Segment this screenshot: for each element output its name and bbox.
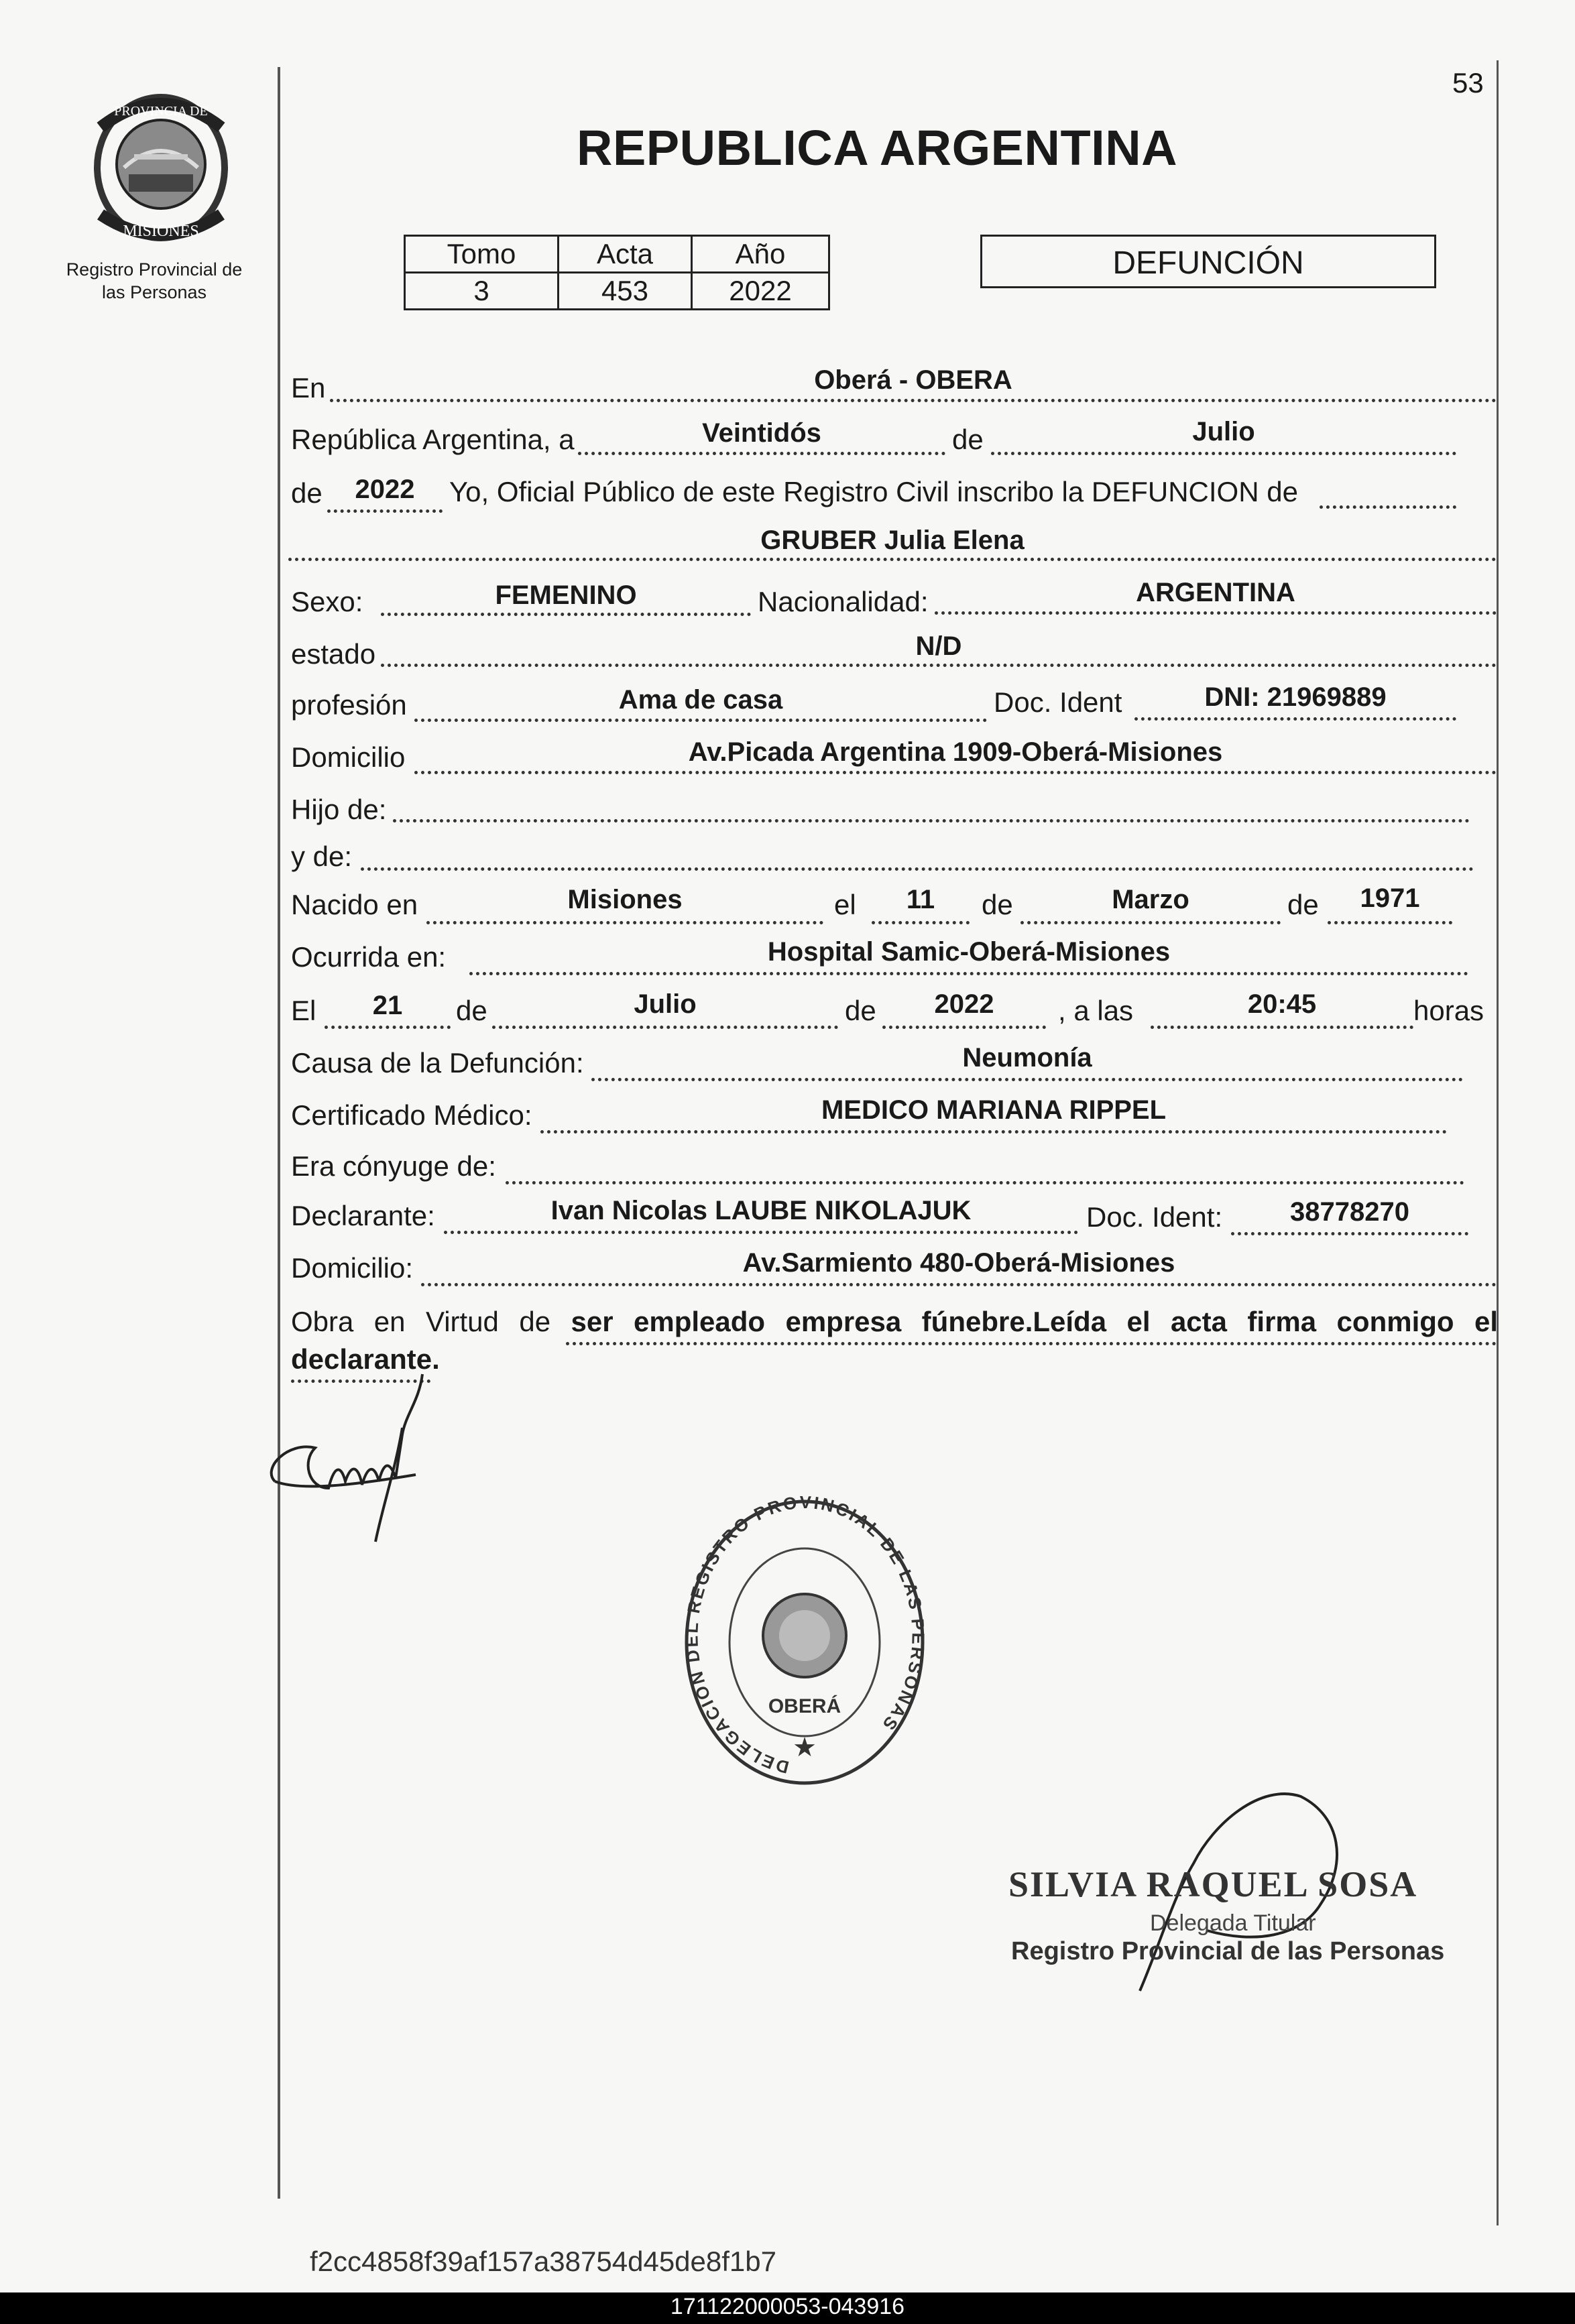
ocurrida-value: Hospital Samic-Oberá-Misiones: [767, 937, 1171, 967]
dia-value: Veintidós: [702, 418, 821, 448]
conyuge-label: Era cónyuge de:: [291, 1150, 496, 1182]
dec-domicilio-dots: [421, 1283, 1497, 1286]
domicilio-value: Av.Picada Argentina 1909-Oberá-Misiones: [688, 737, 1223, 767]
estado-value: N/D: [915, 631, 962, 661]
alas-label: , a las: [1058, 995, 1134, 1026]
left-margin-rule: [278, 67, 280, 2199]
en-label: En: [291, 372, 326, 404]
registry-value-row: [405, 273, 829, 310]
seal-star-icon: ★: [793, 1733, 817, 1762]
profesion-label: profesión: [291, 689, 407, 721]
declarante-dots: [444, 1231, 1078, 1234]
anio-dots: [327, 509, 443, 513]
dec-doc-value: 38778270: [1290, 1197, 1409, 1227]
registry-table: [404, 235, 830, 310]
official-org: Registro Provincial de las Personas: [1011, 1937, 1445, 1965]
def-el-label: El: [291, 995, 316, 1026]
domicilio-dots: [414, 771, 1497, 774]
registry-header-anio: Año: [692, 236, 829, 273]
nacionalidad-value: ARGENTINA: [1136, 578, 1295, 607]
nacionalidad-dots: [935, 611, 1497, 615]
inscribo-dots: [1320, 505, 1456, 509]
doc-value: DNI: 21969889: [1204, 682, 1387, 712]
hora-value: 20:45: [1247, 989, 1317, 1019]
logo-caption: [40, 258, 268, 304]
hijo-dots: [393, 819, 1470, 822]
dec-doc-dots: [1231, 1232, 1468, 1235]
hijo-label: Hijo de:: [291, 794, 387, 825]
logo-caption-line2: las Personas: [101, 282, 207, 302]
def-mes-value: Julio: [634, 989, 697, 1019]
nacionalidad-label: Nacionalidad:: [758, 586, 929, 617]
yde-dots: [361, 867, 1474, 871]
nac-dia-dots: [872, 921, 970, 924]
estado-label: estado: [291, 638, 376, 670]
nombre-dots: [288, 558, 1497, 561]
logo-text-bottom: MISIONES: [123, 223, 199, 240]
hora-dots: [1151, 1026, 1413, 1029]
estado-dots: [381, 664, 1497, 667]
page-number: 53: [1452, 67, 1484, 99]
registry-value-tomo: 3: [405, 273, 559, 310]
dia-de-label: de: [952, 424, 984, 455]
anio-value: 2022: [355, 475, 415, 504]
certificado-label: Certificado Médico:: [291, 1099, 532, 1131]
document-title: REPUBLICA ARGENTINA: [577, 120, 1178, 176]
def-anio-dots: [882, 1026, 1046, 1029]
nac-el-label: el: [834, 889, 856, 920]
logo-text-top: PROVINCIA DE: [114, 104, 208, 119]
registry-header-row: [405, 236, 829, 273]
official-role: Delegada Titular: [1150, 1910, 1316, 1936]
seal-text-bottom: OBERÁ: [768, 1695, 841, 1717]
horas-label: horas: [1413, 995, 1484, 1026]
registry-header-tomo: Tomo: [405, 236, 559, 273]
causa-value: Neumonía: [962, 1043, 1092, 1073]
nac-de-label: de: [982, 889, 1013, 920]
causa-dots: [591, 1078, 1463, 1081]
nac-anio-dots: [1328, 921, 1452, 924]
official-name: SILVIA RAQUEL SOSA: [1008, 1864, 1418, 1904]
declarant-signature: [261, 1347, 449, 1548]
dia-dots: [578, 452, 945, 455]
right-margin-rule: [1497, 60, 1499, 2225]
nac-mes-dots: [1020, 921, 1281, 924]
footer-code: 171122000053-043916: [670, 2294, 905, 2319]
certificado-value: MEDICO MARIANA RIPPEL: [821, 1095, 1167, 1125]
profesion-value: Ama de casa: [618, 685, 783, 715]
seal-text-top: DELEGACION DEL REGISTRO PROVINCIAL DE LAS PERSONAS: [681, 1491, 929, 1778]
def-dia-value: 21: [372, 991, 403, 1020]
doc-dots: [1134, 717, 1456, 721]
sexo-value: FEMENINO: [495, 580, 637, 610]
def-dia-dots: [325, 1026, 451, 1029]
mes-dots: [991, 452, 1456, 455]
dec-domicilio-label: Domicilio:: [291, 1252, 414, 1284]
conyuge-dots: [506, 1181, 1464, 1184]
obra-label: Obra en Virtud de: [291, 1306, 551, 1337]
nacido-label: Nacido en: [291, 889, 418, 920]
republica-label: República Argentina, a: [291, 424, 575, 455]
yde-label: y de:: [291, 841, 353, 872]
causa-label: Causa de la Defunción:: [291, 1047, 584, 1079]
registry-value-acta: 453: [559, 273, 692, 310]
nac-de2-label: de: [1287, 889, 1319, 920]
anio-de-label: de: [291, 477, 323, 509]
province-coat-of-arms-logo: [87, 87, 235, 248]
ocurrida-label: Ocurrida en:: [291, 941, 447, 973]
deceased-name: GRUBER Julia Elena: [760, 526, 1025, 555]
document-hash: f2cc4858f39af157a38754d45de8f1b7: [310, 2246, 776, 2277]
logo-caption-line1: Registro Provincial de: [66, 259, 243, 280]
declarante-label: Declarante:: [291, 1200, 435, 1231]
registry-header-acta: Acta: [559, 236, 692, 273]
obra-dots-1: [566, 1342, 1497, 1345]
domicilio-label: Domicilio: [291, 741, 406, 773]
sexo-label: Sexo:: [291, 586, 363, 617]
nacido-dots: [426, 921, 823, 924]
certificado-dots: [540, 1130, 1447, 1134]
sexo-dots: [381, 613, 751, 616]
def-anio-value: 2022: [934, 989, 994, 1019]
inscribo-text: Yo, Oficial Público de este Registro Civil inscribo la DEFUNCION de: [449, 476, 1298, 507]
def-de2-label: de: [845, 995, 876, 1026]
mes-value: Julio: [1192, 417, 1255, 446]
en-dots: [330, 399, 1497, 402]
ocurrida-dots: [469, 972, 1468, 975]
nacido-value: Misiones: [567, 885, 683, 914]
declarante-value: Ivan Nicolas LAUBE NIKOLAJUK: [550, 1196, 972, 1225]
profesion-dots: [414, 719, 987, 722]
nac-anio-value: 1971: [1360, 883, 1420, 913]
obra-paragraph: [291, 1303, 1498, 1378]
nac-mes-value: Marzo: [1112, 885, 1189, 914]
dec-doc-label: Doc. Ident:: [1086, 1201, 1223, 1233]
dec-domicilio-value: Av.Sarmiento 480-Oberá-Misiones: [742, 1248, 1175, 1278]
registry-value-anio: 2022: [692, 273, 829, 310]
def-de-label: de: [456, 995, 487, 1026]
official-seal-stamp: [677, 1481, 932, 1803]
nac-dia-value: 11: [906, 885, 935, 914]
obra-value: ser empleado empresa fúnebre.Leída el acta firma conmigo el declarante.: [291, 1306, 1499, 1375]
record-type-box: DEFUNCIÓN: [980, 235, 1436, 288]
def-mes-dots: [492, 1026, 838, 1029]
en-value: Oberá - OBERA: [814, 365, 1012, 395]
doc-label: Doc. Ident: [994, 686, 1122, 718]
